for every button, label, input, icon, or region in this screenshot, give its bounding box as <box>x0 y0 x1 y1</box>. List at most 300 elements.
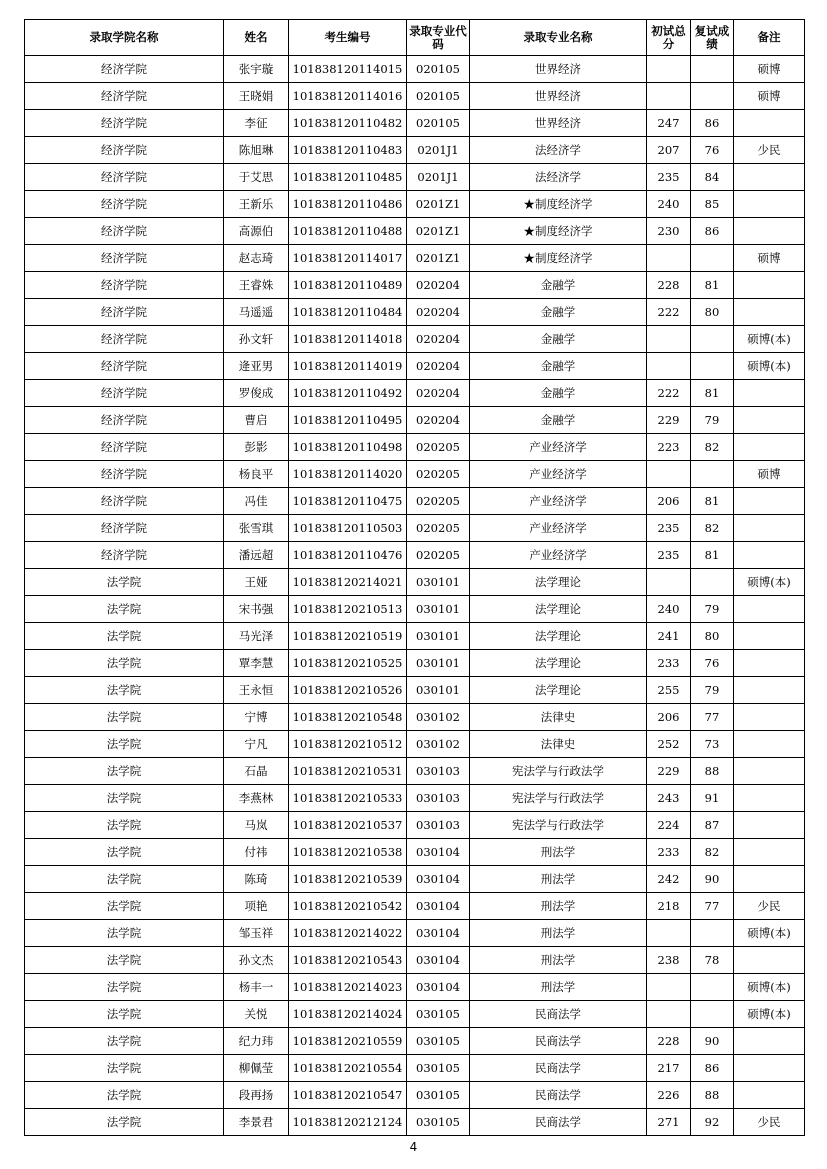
candidate-id-cell: 101838120210526 <box>289 677 407 704</box>
retest-score-cell: 76 <box>691 137 734 164</box>
table-row <box>25 677 805 704</box>
major-name-cell: 世界经济 <box>470 56 647 83</box>
name-cell: 冯佳 <box>224 488 289 515</box>
candidate-id-cell: 101838120114020 <box>289 461 407 488</box>
retest-score-cell: 88 <box>691 1082 734 1109</box>
college-cell: 法学院 <box>25 677 224 704</box>
name-cell: 段再扬 <box>224 1082 289 1109</box>
college-cell: 法学院 <box>25 839 224 866</box>
remarks-cell: 硕博(本) <box>734 974 805 1001</box>
retest-score-cell: 78 <box>691 947 734 974</box>
table-row <box>25 218 805 245</box>
candidate-id-cell: 101838120210542 <box>289 893 407 920</box>
major-name-cell: 民商法学 <box>470 1028 647 1055</box>
remarks-cell <box>734 731 805 758</box>
major-code-cell: 020204 <box>407 407 470 434</box>
major-code-cell: 030105 <box>407 1028 470 1055</box>
retest-score-cell: 86 <box>691 1055 734 1082</box>
candidate-id-cell: 101838120214024 <box>289 1001 407 1028</box>
table-row <box>25 731 805 758</box>
major-name-cell: 民商法学 <box>470 1055 647 1082</box>
candidate-id-cell: 101838120110492 <box>289 380 407 407</box>
table-row <box>25 812 805 839</box>
college-cell: 法学院 <box>25 920 224 947</box>
candidate-id-cell: 101838120114016 <box>289 83 407 110</box>
college-cell: 经济学院 <box>25 461 224 488</box>
initial-score-cell: 222 <box>647 380 691 407</box>
table-row <box>25 245 805 272</box>
remarks-cell <box>734 758 805 785</box>
retest-score-cell: 84 <box>691 164 734 191</box>
initial-score-cell: 228 <box>647 272 691 299</box>
retest-score-cell: 81 <box>691 542 734 569</box>
table-row <box>25 542 805 569</box>
initial-score-cell: 217 <box>647 1055 691 1082</box>
major-name-cell: 刑法学 <box>470 920 647 947</box>
initial-score-cell: 233 <box>647 839 691 866</box>
college-cell: 经济学院 <box>25 218 224 245</box>
major-code-cell: 020105 <box>407 110 470 137</box>
retest-score-cell <box>691 461 734 488</box>
name-cell: 柳佩莹 <box>224 1055 289 1082</box>
table-row <box>25 137 805 164</box>
initial-score-cell <box>647 1001 691 1028</box>
college-cell: 经济学院 <box>25 245 224 272</box>
table-row <box>25 1055 805 1082</box>
retest-score-cell: 90 <box>691 866 734 893</box>
retest-score-cell <box>691 326 734 353</box>
candidate-id-cell: 101838120110503 <box>289 515 407 542</box>
major-code-cell: 020205 <box>407 488 470 515</box>
retest-score-cell: 86 <box>691 218 734 245</box>
name-cell: 彭影 <box>224 434 289 461</box>
name-cell: 李燕林 <box>224 785 289 812</box>
candidate-id-cell: 101838120214023 <box>289 974 407 1001</box>
college-cell: 经济学院 <box>25 407 224 434</box>
initial-score-cell: 238 <box>647 947 691 974</box>
name-cell: 杨良平 <box>224 461 289 488</box>
major-code-cell: 030104 <box>407 947 470 974</box>
table-row <box>25 650 805 677</box>
candidate-id-cell: 101838120110482 <box>289 110 407 137</box>
major-code-cell: 030103 <box>407 812 470 839</box>
initial-score-cell: 223 <box>647 434 691 461</box>
major-code-cell: 030103 <box>407 758 470 785</box>
retest-score-cell <box>691 245 734 272</box>
college-cell: 法学院 <box>25 785 224 812</box>
remarks-cell <box>734 488 805 515</box>
retest-score-cell: 82 <box>691 434 734 461</box>
remarks-cell: 少民 <box>734 137 805 164</box>
major-name-cell: ★制度经济学 <box>470 245 647 272</box>
major-code-cell: 020205 <box>407 542 470 569</box>
name-cell: 杨丰一 <box>224 974 289 1001</box>
remarks-cell: 硕博(本) <box>734 569 805 596</box>
major-name-cell: 世界经济 <box>470 83 647 110</box>
name-cell: 于艾思 <box>224 164 289 191</box>
candidate-id-cell: 101838120210525 <box>289 650 407 677</box>
initial-score-cell <box>647 974 691 1001</box>
college-cell: 经济学院 <box>25 299 224 326</box>
initial-score-cell: 242 <box>647 866 691 893</box>
name-cell: 张宇璇 <box>224 56 289 83</box>
remarks-cell <box>734 596 805 623</box>
candidate-id-cell: 101838120110495 <box>289 407 407 434</box>
table-row <box>25 299 805 326</box>
major-name-cell: 法学理论 <box>470 596 647 623</box>
retest-score-cell: 92 <box>691 1109 734 1136</box>
retest-score-cell: 73 <box>691 731 734 758</box>
major-code-cell: 030105 <box>407 1109 470 1136</box>
name-cell: 王娅 <box>224 569 289 596</box>
major-name-cell: 产业经济学 <box>470 434 647 461</box>
remarks-cell <box>734 704 805 731</box>
major-code-cell: 030101 <box>407 596 470 623</box>
remarks-cell: 硕博(本) <box>734 353 805 380</box>
major-code-cell: 030102 <box>407 704 470 731</box>
page-number: 4 <box>409 1140 418 1154</box>
retest-score-cell: 79 <box>691 407 734 434</box>
candidate-id-cell: 101838120210547 <box>289 1082 407 1109</box>
header-remarks: 备注 <box>734 20 805 56</box>
major-code-cell: 020204 <box>407 299 470 326</box>
candidate-id-cell: 101838120110489 <box>289 272 407 299</box>
name-cell: 曹启 <box>224 407 289 434</box>
college-cell: 经济学院 <box>25 542 224 569</box>
initial-score-cell: 222 <box>647 299 691 326</box>
retest-score-cell: 80 <box>691 299 734 326</box>
college-cell: 法学院 <box>25 650 224 677</box>
name-cell: 付祎 <box>224 839 289 866</box>
initial-score-cell: 240 <box>647 191 691 218</box>
major-name-cell: 宪法学与行政法学 <box>470 785 647 812</box>
major-code-cell: 030103 <box>407 785 470 812</box>
major-code-cell: 030104 <box>407 974 470 1001</box>
retest-score-cell: 81 <box>691 380 734 407</box>
college-cell: 经济学院 <box>25 515 224 542</box>
remarks-cell <box>734 839 805 866</box>
candidate-id-cell: 101838120110486 <box>289 191 407 218</box>
name-cell: 潘远超 <box>224 542 289 569</box>
name-cell: 王晓娟 <box>224 83 289 110</box>
major-name-cell: 产业经济学 <box>470 461 647 488</box>
initial-score-cell: 241 <box>647 623 691 650</box>
remarks-cell <box>734 677 805 704</box>
remarks-cell <box>734 272 805 299</box>
name-cell: 纪力玮 <box>224 1028 289 1055</box>
name-cell: 罗俊成 <box>224 380 289 407</box>
name-cell: 孙文轩 <box>224 326 289 353</box>
major-code-cell: 020204 <box>407 326 470 353</box>
candidate-id-cell: 101838120210538 <box>289 839 407 866</box>
major-code-cell: 030104 <box>407 893 470 920</box>
header-college: 录取学院名称 <box>25 20 224 56</box>
initial-score-cell <box>647 245 691 272</box>
header-candidate-id: 考生编号 <box>289 20 407 56</box>
retest-score-cell <box>691 974 734 1001</box>
college-cell: 法学院 <box>25 623 224 650</box>
retest-score-cell: 86 <box>691 110 734 137</box>
initial-score-cell <box>647 920 691 947</box>
name-cell: 王睿姝 <box>224 272 289 299</box>
college-cell: 经济学院 <box>25 488 224 515</box>
candidate-id-cell: 101838120114017 <box>289 245 407 272</box>
retest-score-cell <box>691 83 734 110</box>
candidate-id-cell: 101838120114015 <box>289 56 407 83</box>
retest-score-cell: 77 <box>691 893 734 920</box>
retest-score-cell <box>691 353 734 380</box>
candidate-id-cell: 101838120110476 <box>289 542 407 569</box>
table-body <box>25 56 805 1136</box>
initial-score-cell: 271 <box>647 1109 691 1136</box>
name-cell: 王永恒 <box>224 677 289 704</box>
remarks-cell <box>734 1028 805 1055</box>
name-cell: 陈琦 <box>224 866 289 893</box>
major-name-cell: 宪法学与行政法学 <box>470 758 647 785</box>
major-code-cell: 030104 <box>407 866 470 893</box>
major-code-cell: 020105 <box>407 83 470 110</box>
candidate-id-cell: 101838120214022 <box>289 920 407 947</box>
remarks-cell <box>734 515 805 542</box>
remarks-cell <box>734 407 805 434</box>
major-code-cell: 0201J1 <box>407 164 470 191</box>
remarks-cell: 硕博 <box>734 461 805 488</box>
table-row <box>25 380 805 407</box>
college-cell: 法学院 <box>25 1055 224 1082</box>
candidate-id-cell: 101838120210519 <box>289 623 407 650</box>
initial-score-cell: 255 <box>647 677 691 704</box>
name-cell: 高源伯 <box>224 218 289 245</box>
college-cell: 法学院 <box>25 596 224 623</box>
candidate-id-cell: 101838120212124 <box>289 1109 407 1136</box>
initial-score-cell: 252 <box>647 731 691 758</box>
name-cell: 石晶 <box>224 758 289 785</box>
candidate-id-cell: 101838120110475 <box>289 488 407 515</box>
remarks-cell <box>734 650 805 677</box>
major-code-cell: 0201J1 <box>407 137 470 164</box>
retest-score-cell: 90 <box>691 1028 734 1055</box>
candidate-id-cell: 101838120110483 <box>289 137 407 164</box>
initial-score-cell <box>647 56 691 83</box>
major-name-cell: 刑法学 <box>470 947 647 974</box>
college-cell: 经济学院 <box>25 164 224 191</box>
table-row <box>25 839 805 866</box>
initial-score-cell: 240 <box>647 596 691 623</box>
name-cell: 宁博 <box>224 704 289 731</box>
major-code-cell: 030104 <box>407 839 470 866</box>
initial-score-cell: 235 <box>647 542 691 569</box>
header-initial-score: 初试总分 <box>647 20 691 56</box>
table-row <box>25 758 805 785</box>
remarks-cell <box>734 299 805 326</box>
major-code-cell: 030102 <box>407 731 470 758</box>
college-cell: 法学院 <box>25 947 224 974</box>
candidate-id-cell: 101838120210548 <box>289 704 407 731</box>
table-row <box>25 164 805 191</box>
table-row <box>25 1001 805 1028</box>
major-code-cell: 020205 <box>407 434 470 461</box>
retest-score-cell: 91 <box>691 785 734 812</box>
table-row <box>25 893 805 920</box>
remarks-cell <box>734 866 805 893</box>
college-cell: 法学院 <box>25 974 224 1001</box>
retest-score-cell: 79 <box>691 596 734 623</box>
major-code-cell: 030101 <box>407 677 470 704</box>
major-code-cell: 020204 <box>407 272 470 299</box>
college-cell: 法学院 <box>25 731 224 758</box>
table-row <box>25 272 805 299</box>
table-row <box>25 1028 805 1055</box>
initial-score-cell: 218 <box>647 893 691 920</box>
table-row <box>25 515 805 542</box>
major-code-cell: 030105 <box>407 1001 470 1028</box>
major-name-cell: 法学理论 <box>470 677 647 704</box>
remarks-cell: 硕博(本) <box>734 920 805 947</box>
college-cell: 法学院 <box>25 893 224 920</box>
initial-score-cell: 243 <box>647 785 691 812</box>
major-name-cell: 民商法学 <box>470 1001 647 1028</box>
retest-score-cell: 76 <box>691 650 734 677</box>
college-cell: 法学院 <box>25 758 224 785</box>
table-row <box>25 569 805 596</box>
remarks-cell <box>734 191 805 218</box>
initial-score-cell: 229 <box>647 407 691 434</box>
candidate-id-cell: 101838120214021 <box>289 569 407 596</box>
initial-score-cell: 247 <box>647 110 691 137</box>
name-cell: 邹玉祥 <box>224 920 289 947</box>
candidate-id-cell: 101838120114018 <box>289 326 407 353</box>
table-row <box>25 704 805 731</box>
major-name-cell: 刑法学 <box>470 839 647 866</box>
candidate-id-cell: 101838120210554 <box>289 1055 407 1082</box>
major-code-cell: 030101 <box>407 650 470 677</box>
initial-score-cell <box>647 569 691 596</box>
table-row <box>25 596 805 623</box>
major-name-cell: 金融学 <box>470 326 647 353</box>
candidate-id-cell: 101838120110484 <box>289 299 407 326</box>
retest-score-cell: 77 <box>691 704 734 731</box>
name-cell: 陈旭琳 <box>224 137 289 164</box>
initial-score-cell <box>647 461 691 488</box>
major-name-cell: 民商法学 <box>470 1109 647 1136</box>
college-cell: 法学院 <box>25 704 224 731</box>
table-row <box>25 947 805 974</box>
table-row <box>25 920 805 947</box>
remarks-cell <box>734 110 805 137</box>
remarks-cell: 硕博 <box>734 56 805 83</box>
college-cell: 经济学院 <box>25 56 224 83</box>
name-cell: 李景君 <box>224 1109 289 1136</box>
remarks-cell: 硕博(本) <box>734 326 805 353</box>
major-name-cell: 法学理论 <box>470 623 647 650</box>
remarks-cell: 硕博 <box>734 245 805 272</box>
major-name-cell: 法经济学 <box>470 164 647 191</box>
table-row <box>25 56 805 83</box>
initial-score-cell: 230 <box>647 218 691 245</box>
name-cell: 马遥遥 <box>224 299 289 326</box>
initial-score-cell: 226 <box>647 1082 691 1109</box>
college-cell: 经济学院 <box>25 353 224 380</box>
remarks-cell <box>734 164 805 191</box>
college-cell: 经济学院 <box>25 380 224 407</box>
candidate-id-cell: 101838120210533 <box>289 785 407 812</box>
candidate-id-cell: 101838120210543 <box>289 947 407 974</box>
major-name-cell: 宪法学与行政法学 <box>470 812 647 839</box>
major-name-cell: 法律史 <box>470 704 647 731</box>
major-name-cell: 刑法学 <box>470 974 647 1001</box>
major-name-cell: 金融学 <box>470 353 647 380</box>
college-cell: 经济学院 <box>25 191 224 218</box>
major-name-cell: 法律史 <box>470 731 647 758</box>
major-code-cell: 020205 <box>407 515 470 542</box>
major-name-cell: 金融学 <box>470 299 647 326</box>
major-code-cell: 020105 <box>407 56 470 83</box>
remarks-cell: 少民 <box>734 1109 805 1136</box>
name-cell: 项艳 <box>224 893 289 920</box>
initial-score-cell: 206 <box>647 704 691 731</box>
name-cell: 马岚 <box>224 812 289 839</box>
major-code-cell: 0201Z1 <box>407 191 470 218</box>
major-name-cell: 产业经济学 <box>470 515 647 542</box>
table-row <box>25 407 805 434</box>
remarks-cell <box>734 623 805 650</box>
candidate-id-cell: 101838120210539 <box>289 866 407 893</box>
college-cell: 法学院 <box>25 1028 224 1055</box>
name-cell: 王新乐 <box>224 191 289 218</box>
name-cell: 覃李慧 <box>224 650 289 677</box>
college-cell: 法学院 <box>25 866 224 893</box>
college-cell: 法学院 <box>25 1001 224 1028</box>
candidate-id-cell: 101838120210531 <box>289 758 407 785</box>
major-code-cell: 0201Z1 <box>407 245 470 272</box>
header-name: 姓名 <box>224 20 289 56</box>
candidate-id-cell: 101838120110488 <box>289 218 407 245</box>
remarks-cell <box>734 380 805 407</box>
college-cell: 法学院 <box>25 1082 224 1109</box>
major-code-cell: 0201Z1 <box>407 218 470 245</box>
retest-score-cell: 79 <box>691 677 734 704</box>
candidate-id-cell: 101838120114019 <box>289 353 407 380</box>
table-row <box>25 1082 805 1109</box>
major-name-cell: 金融学 <box>470 272 647 299</box>
initial-score-cell: 207 <box>647 137 691 164</box>
table-row <box>25 326 805 353</box>
table-row <box>25 83 805 110</box>
initial-score-cell: 229 <box>647 758 691 785</box>
major-code-cell: 030104 <box>407 920 470 947</box>
initial-score-cell: 235 <box>647 515 691 542</box>
retest-score-cell: 85 <box>691 191 734 218</box>
name-cell: 马光泽 <box>224 623 289 650</box>
header-major-code: 录取专业代码 <box>407 20 470 56</box>
initial-score-cell: 224 <box>647 812 691 839</box>
major-code-cell: 030101 <box>407 569 470 596</box>
initial-score-cell <box>647 326 691 353</box>
retest-score-cell: 87 <box>691 812 734 839</box>
candidate-id-cell: 101838120110498 <box>289 434 407 461</box>
initial-score-cell: 233 <box>647 650 691 677</box>
remarks-cell <box>734 1082 805 1109</box>
initial-score-cell: 228 <box>647 1028 691 1055</box>
college-cell: 经济学院 <box>25 110 224 137</box>
college-cell: 法学院 <box>25 812 224 839</box>
retest-score-cell: 81 <box>691 488 734 515</box>
name-cell: 宁凡 <box>224 731 289 758</box>
table-row <box>25 461 805 488</box>
major-code-cell: 030105 <box>407 1055 470 1082</box>
major-code-cell: 020205 <box>407 461 470 488</box>
candidate-id-cell: 101838120210559 <box>289 1028 407 1055</box>
